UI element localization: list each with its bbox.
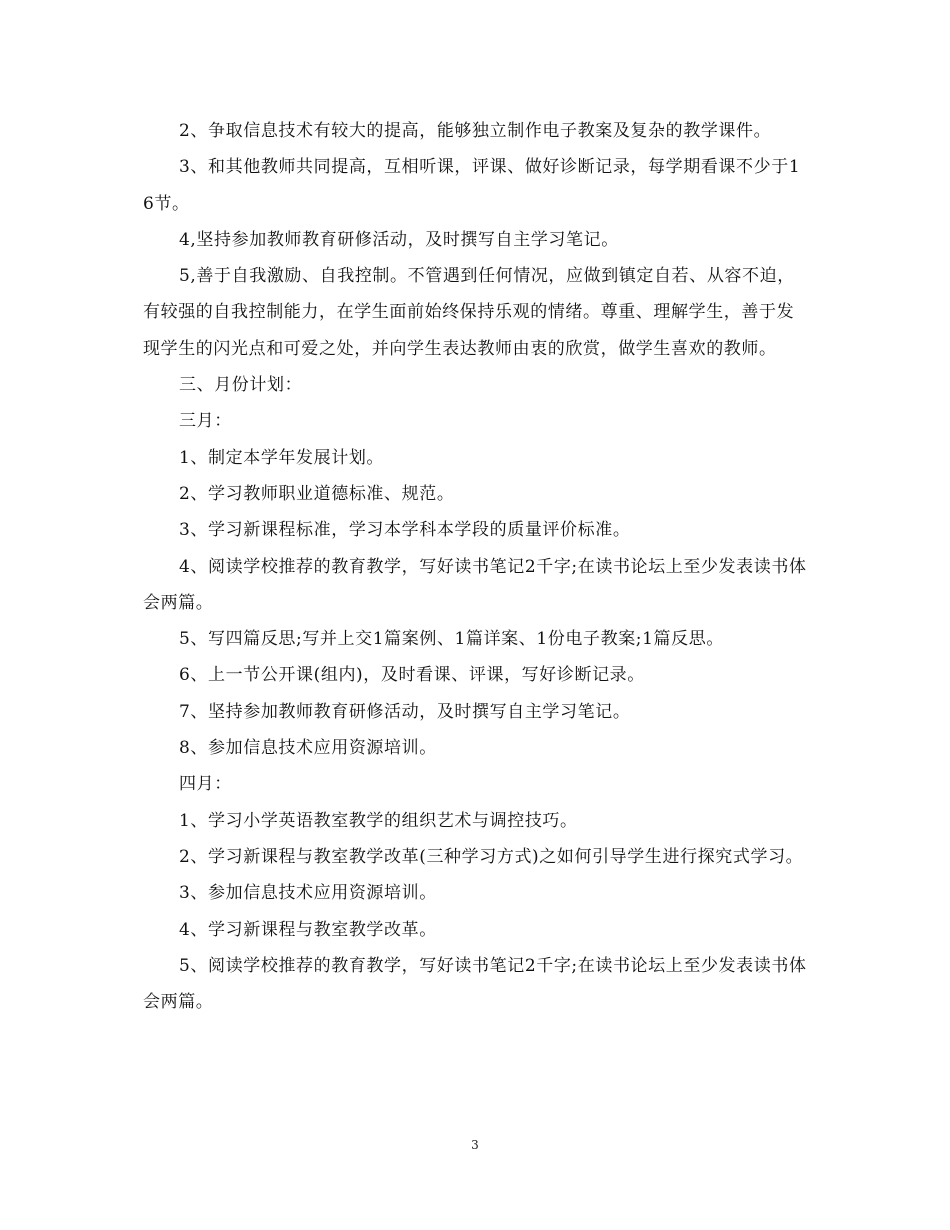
paragraph-goal-3: 3、和其他教师共同提高，互相听课，评课、做好诊断记录，每学期看课不少于16节。 — [143, 157, 801, 214]
april-item-4: 4、学习新课程与教室教学改革。 — [179, 919, 437, 940]
paragraph-goal-2: 2、争取信息技术有较大的提高，能够独立制作电子教案及复杂的教学课件。 — [179, 121, 772, 141]
april-item-2: 2、学习新课程与教室教学改革(三种学习方式)之如何引导学生进行探究式学习。 — [179, 846, 804, 867]
april-item-1: 1、学习小学英语教室教学的组织艺术与调控技巧。 — [179, 810, 578, 831]
march-item-2: 2、学习教师职业道德标准、规范。 — [179, 483, 455, 504]
april-item-5: 5、阅读学校推荐的教育教学，写好读书笔记2千字;在读书论坛上至少发表读书体会两篇。 — [143, 955, 807, 1013]
march-item-6: 6、上一节公开课(组内)，及时看课、评课，写好诊断记录。 — [179, 665, 645, 686]
subheading-april: 四月： — [179, 774, 232, 795]
march-item-7: 7、坚持参加教师教育研修活动，及时撰写自主学习笔记。 — [179, 701, 631, 722]
march-item-5: 5、写四篇反思;写并上交1篇案例、1篇详案、1份电子教案;1篇反思。 — [179, 629, 724, 650]
april-item-3: 3、参加信息技术应用资源培训。 — [179, 883, 437, 904]
subheading-march: 三月： — [179, 411, 232, 432]
paragraph-goal-5: 5,善于自我激励、自我控制。不管遇到任何情况，应做到镇定自若、从容不迫，有较强的自我控制能力，在学生面前始终保持乐观的情绪。尊重、理解学生，善于发现学生的闪光点和可爱之处，并向学生表达教师由衷的欣赏，做学生喜欢的教师。 — [143, 266, 795, 359]
paragraph-goal-4: 4,坚持参加教师教育研修活动，及时撰写自主学习笔记。 — [179, 229, 619, 250]
march-item-8: 8、参加信息技术应用资源培训。 — [179, 738, 437, 759]
page-number: 3 — [471, 1138, 479, 1152]
march-item-4: 4、阅读学校推荐的教育教学，写好读书笔记2千字;在读书论坛上至少发表读书体会两篇。 — [143, 556, 807, 613]
march-item-3: 3、学习新课程标准，学习本学科本学段的质量评价标准。 — [179, 520, 631, 541]
section-heading-monthly-plan: 三、月份计划： — [179, 375, 303, 396]
march-item-1: 1、制定本学年发展计划。 — [179, 447, 385, 468]
document-body — [143, 113, 809, 1020]
